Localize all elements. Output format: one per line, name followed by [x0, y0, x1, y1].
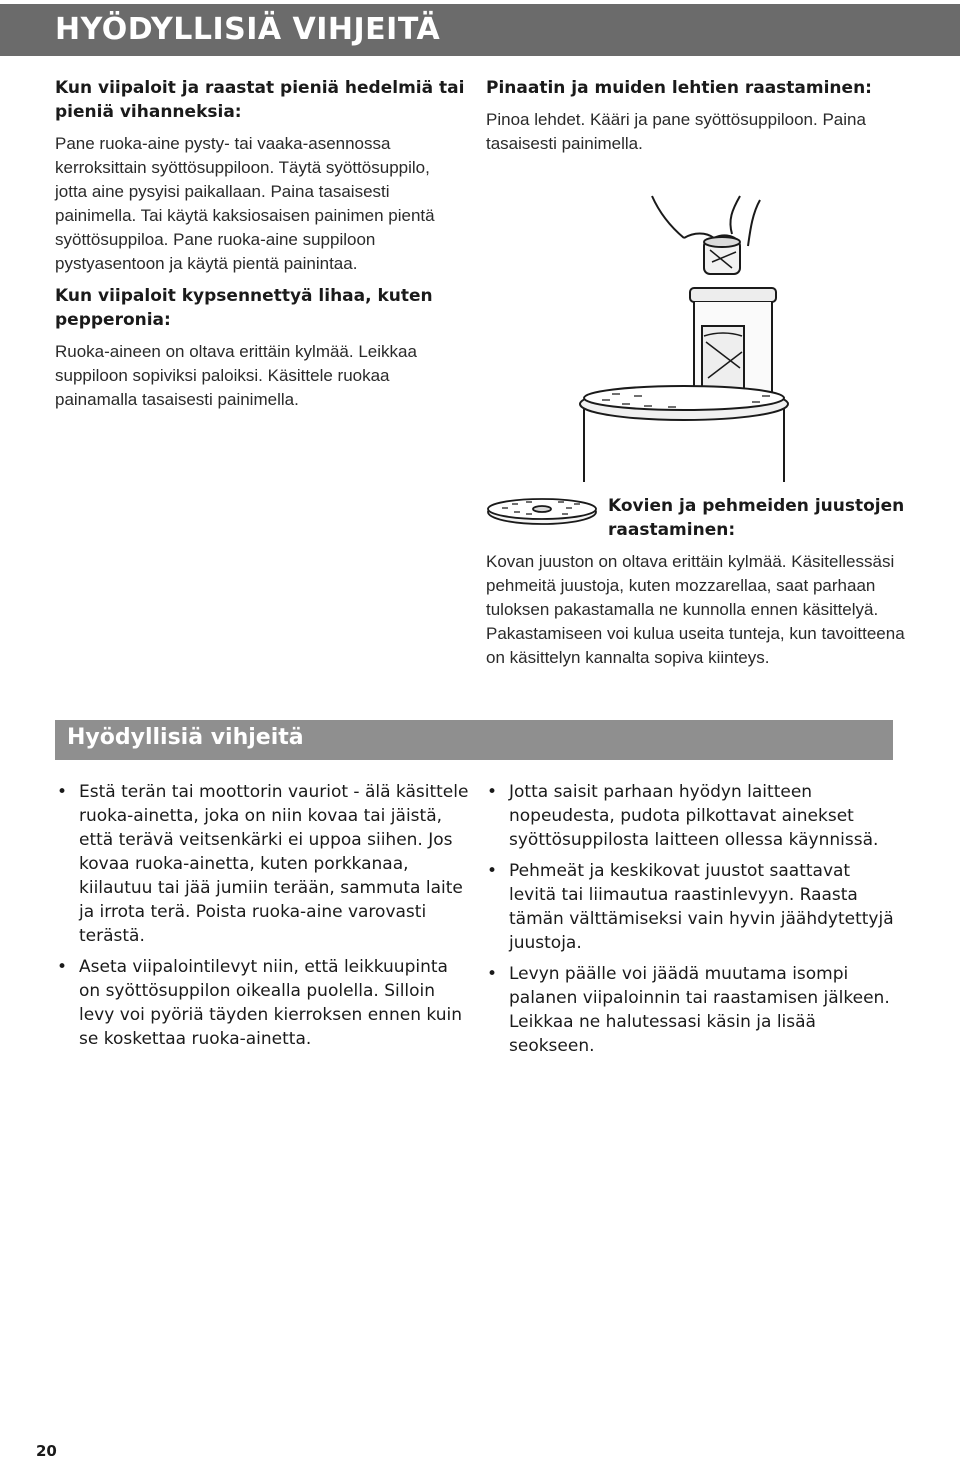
right-column [486, 76, 906, 156]
tips-header-bar [55, 720, 893, 760]
small-produce-heading: Kun viipaloit ja raastat pieniä hedelmiä tai pieniä vihanneksia: [55, 78, 465, 122]
cooked-meat-text: Ruoka-aineen on oltava erittäin kylmää. Leikkaa suppiloon sopiviksi paloiksi. Käsittele ruokaa painamalla tasaisesti painimella. [55, 342, 417, 409]
list-item: • Aseta viipalointilevyt niin, että leikkuupinta on syöttösuppilon oikealla puolella. Silloin levy voi pyöriä täyden kierroksen ennen kuin se koskettaa ruoka-ainetta. [56, 955, 474, 1051]
tips-heading: Hyödyllisiä vihjeitä [67, 725, 304, 750]
list-item: • Estä terän tai moottorin vauriot - älä käsittele ruoka-ainetta, joka on niin kovaa tai jäistä, että terävä veitsenkärki ei uppoa siihen. Jos kovaa ruoka-ainetta, kuten porkkanaa, kiilautuu tai jää jumiin terään, sammuta laite ja irrota terä. Poista ruoka-aine varovasti terästä. [56, 780, 474, 948]
list-item: • Pehmeät ja keskikovat juustot saattavat levitä tai liimautua raastinlevyyn. Raasta tämän välttämiseksi vain hyvin jäähdytettyjä juustoja. [486, 859, 896, 955]
cheese-section-body-block [486, 550, 906, 670]
food-processor-illustration [572, 192, 794, 482]
leafy-greens-heading: Pinaatin ja muiden lehtien raastaminen: [486, 78, 872, 98]
page-title: HYÖDYLLISIÄ VIHJEITÄ [55, 12, 441, 47]
tips-list-left [56, 780, 474, 1058]
small-produce-section [55, 76, 465, 276]
small-produce-text: Pane ruoka-aine pysty- tai vaaka-asennossa kerroksittain syöttösuppiloon. Täytä syöttösuppilo, jotta aine pysyisi paikallaan. Paina tasaisesti painimella. Tai käytä kaksiosaisen painimen pientä syöttösuppiloa. Pane ruoka-aine suppiloon pystyasentoon ja käytä pientä painintaa. [55, 134, 435, 273]
cheese-heading: Kovien ja pehmeiden juustojen raastaminen: [608, 496, 905, 540]
list-item: • Jotta saisit parhaan hyödyn laitteen nopeudesta, pudota pilkottavat ainekset syöttösuppilosta laitteen ollessa käynnissä. [486, 780, 896, 852]
left-column [55, 76, 465, 412]
cheese-section-heading-block [608, 494, 908, 542]
list-item: • Levyn päälle voi jäädä muutama isompi palanen viipaloinnin tai raastamisen jälkeen. Leikkaa ne halutessasi käsin ja lisää seokseen. [486, 962, 896, 1058]
cooked-meat-section [55, 284, 465, 412]
page-number: 20 [36, 1442, 57, 1460]
shredding-disc-illustration [486, 494, 598, 530]
leafy-greens-text: Pinoa lehdet. Kääri ja pane syöttösuppiloon. Paina tasaisesti painimella. [486, 110, 866, 153]
cheese-text: Kovan juuston on oltava erittäin kylmää. Käsitellessäsi pehmeitä juustoja, kuten mozzarellaa, saat parhaan tuloksen pakastamalla ne kunnolla ennen käsittelyä. Pakastamiseen voi kulua useita tunteja, kun tavoitteena on käsittelyn kannalta sopiva kiinteys. [486, 552, 905, 667]
page-header-bar [0, 4, 960, 56]
leafy-greens-section [486, 76, 906, 156]
cooked-meat-heading: Kun viipaloit kypsennettyä lihaa, kuten pepperonia: [55, 286, 433, 330]
tips-list-right [486, 780, 896, 1065]
